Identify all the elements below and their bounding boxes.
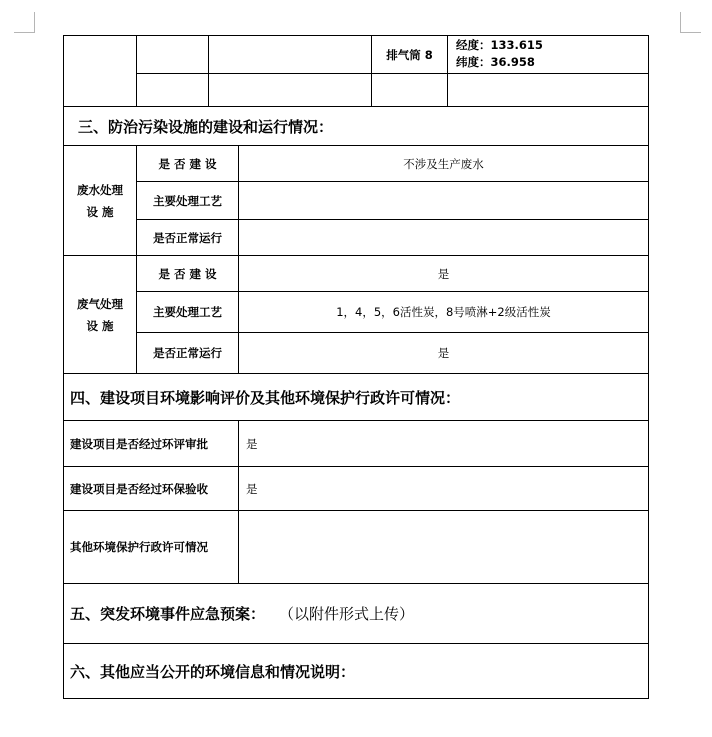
exhaust-gas-process-answer: 1，4，5，6活性炭，8号喷淋+2级活性炭 [336,305,551,319]
other-permits-value [246,511,646,583]
section-6-heading: 六、其他应当公开的环境信息和情况说明： [70,663,356,681]
env-acceptance-label: 建设项目是否经过环保验收 [70,481,208,496]
wastewater-label-line2: 设 施 [86,204,114,219]
section-5-title: 五、突发环境事件应急预案： [70,605,266,623]
wastewater-built-answer: 不涉及生产废水 [403,156,484,171]
section-3-heading: 三、防治污染设施的建设和运行情况： [78,117,334,136]
longitude-value: 经度：133.615 [456,38,543,52]
env-acceptance-value: 是 [246,481,258,496]
wastewater-facility-label [64,146,136,255]
wastewater-process-question: 主要处理工艺 [153,193,222,208]
exhaust-stack-label: 排气筒 8 [386,47,433,62]
exhaust-gas-facility-label [64,256,136,373]
page-corner-mark-top-left [14,12,35,33]
exhaust-gas-running-answer: 是 [437,346,450,360]
wastewater-built-question: 是 否 建 设 [158,156,217,171]
section-5-heading [70,584,645,643]
wastewater-label-line1: 废水处理 [77,182,123,197]
latitude-value: 纬度：36.958 [456,55,535,69]
wastewater-process-answer [239,182,648,219]
exhaust-gas-label-line1: 废气处理 [77,296,123,311]
exhaust-gas-running-question: 是否正常运行 [153,346,222,360]
section-5-attachment-note: （以附件形式上传） [279,605,415,623]
wastewater-running-question: 是否正常运行 [153,230,222,245]
eia-approval-label: 建设项目是否经过环评审批 [70,436,208,451]
exhaust-gas-built-answer: 是 [437,266,450,281]
section-4-heading: 四、建设项目环境影响评价及其他环境保护行政许可情况： [70,388,461,407]
page-corner-mark-top-right [680,12,701,33]
exhaust-gas-label-line2: 设 施 [86,318,114,333]
eia-approval-value: 是 [246,436,258,451]
wastewater-running-answer [239,220,648,255]
other-permits-label: 其他环境保护行政许可情况 [70,540,208,554]
exhaust-gas-built-question: 是 否 建 设 [158,266,217,281]
exhaust-gas-process-question: 主要处理工艺 [153,305,222,319]
